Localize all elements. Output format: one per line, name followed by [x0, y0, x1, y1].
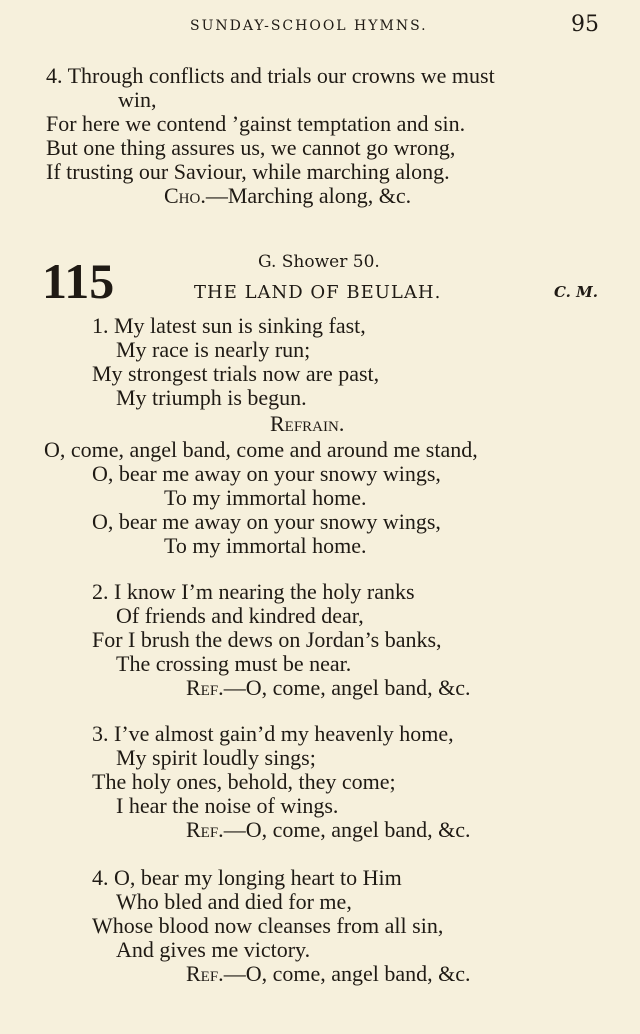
- refrain-line: O, bear me away on your snowy wings,: [92, 461, 441, 486]
- refrain-heading: Refrain.: [270, 411, 345, 436]
- refrain-line: To my immortal home.: [164, 533, 367, 558]
- chorus-line: [164, 184, 411, 208]
- stanza-2-line: Of friends and kindred dear,: [116, 603, 364, 628]
- hymn-meter: C. M.: [554, 283, 598, 301]
- stanza-2-line: 2. I know I’m nearing the holy ranks: [92, 579, 415, 604]
- stanza-3-line: The holy ones, behold, they come;: [92, 769, 396, 794]
- hymn-title: THE LAND OF BEULAH.: [194, 282, 442, 303]
- chorus-label: Cho.: [164, 183, 206, 208]
- refrain-reference: [186, 962, 471, 986]
- refrain-reference: [186, 818, 471, 842]
- stanza-1-line: My triumph is begun.: [116, 385, 307, 410]
- prev-hymn-line: win,: [118, 87, 157, 112]
- running-head: SUNDAY-SCHOOL HYMNS.: [190, 18, 428, 34]
- ref-label: Ref.: [186, 961, 224, 986]
- refrain-line: To my immortal home.: [164, 485, 367, 510]
- page-number: 95: [571, 12, 599, 37]
- stanza-4-line: And gives me victory.: [116, 937, 311, 962]
- ref-label: Ref.: [186, 675, 224, 700]
- stanza-3-line: 3. I’ve almost gain’d my heavenly home,: [92, 721, 454, 746]
- stanza-1-line: My strongest trials now are past,: [92, 361, 380, 386]
- refrain-line: O, bear me away on your snowy wings,: [92, 509, 441, 534]
- chorus-text: —Marching along, &c.: [205, 183, 412, 208]
- stanza-1-line: 1. My latest sun is sinking fast,: [92, 313, 366, 338]
- ref-text: —O, come, angel band, &c.: [223, 675, 471, 700]
- tune-reference: G. Shower 50.: [258, 252, 380, 272]
- stanza-2-line: For I brush the dews on Jordan’s banks,: [92, 627, 442, 652]
- stanza-4-line: Who bled and died for me,: [116, 889, 352, 914]
- prev-hymn-line: If trusting our Saviour, while marching along.: [46, 159, 450, 184]
- stanza-4-line: Whose blood now cleanses from all sin,: [92, 913, 444, 938]
- prev-hymn-line: For here we contend ’gainst temptation and sin.: [46, 111, 466, 136]
- stanza-2-line: The crossing must be near.: [116, 651, 352, 676]
- prev-hymn-line: 4. Through conflicts and trials our crowns we must: [46, 63, 495, 88]
- ref-text: —O, come, angel band, &c.: [223, 961, 471, 986]
- stanza-3-line: My spirit loudly sings;: [116, 745, 316, 770]
- prev-hymn-line: But one thing assures us, we cannot go wrong,: [46, 135, 456, 160]
- stanza-1-line: My race is nearly run;: [116, 337, 311, 362]
- hymn-number: 115: [42, 253, 115, 309]
- ref-text: —O, come, angel band, &c.: [223, 817, 471, 842]
- refrain-reference: [186, 676, 471, 700]
- refrain-line: O, come, angel band, come and around me stand,: [44, 437, 478, 462]
- stanza-3-line: I hear the noise of wings.: [116, 793, 339, 818]
- stanza-4-line: 4. O, bear my longing heart to Him: [92, 865, 402, 890]
- ref-label: Ref.: [186, 817, 224, 842]
